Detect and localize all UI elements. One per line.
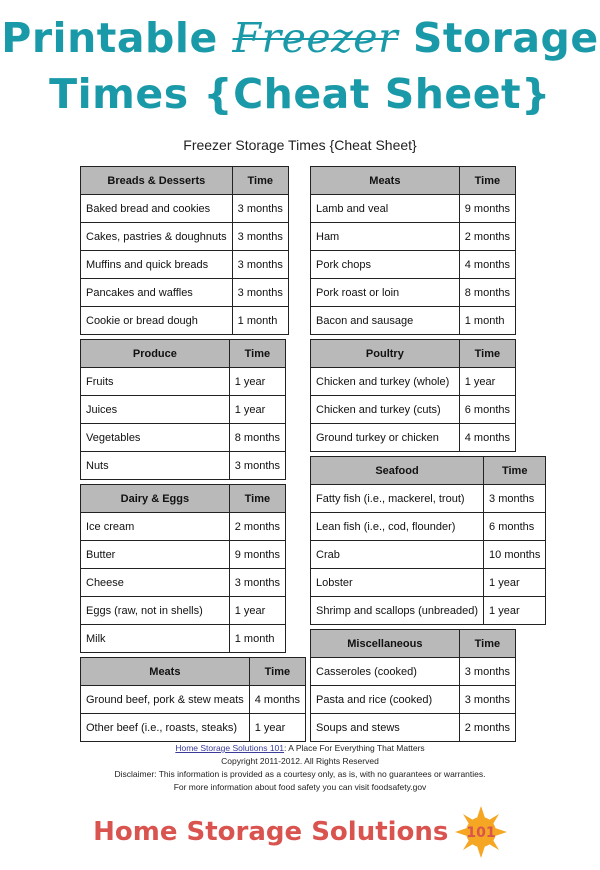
storage-table xyxy=(80,166,289,335)
storage-time: 4 months xyxy=(249,686,305,714)
disclaimer: Disclaimer: This information is provided as a courtesy only, as is, with no guarantees or warranties. xyxy=(114,769,486,779)
storage-time: 3 months xyxy=(232,195,288,223)
table-row xyxy=(311,424,516,452)
table-header-row xyxy=(81,167,289,195)
storage-time: 2 months xyxy=(459,223,515,251)
table-row xyxy=(81,714,306,742)
table-row xyxy=(311,251,516,279)
sun-101-icon xyxy=(455,806,507,858)
table-row xyxy=(81,452,286,480)
table-row xyxy=(311,368,516,396)
table-row xyxy=(81,597,286,625)
time-header: Time xyxy=(232,167,288,195)
right-column xyxy=(310,166,541,746)
table-header-row xyxy=(81,485,286,513)
time-header: Time xyxy=(229,340,285,368)
table-row xyxy=(311,597,546,625)
table-row xyxy=(81,307,289,335)
storage-time: 3 months xyxy=(232,223,288,251)
brand-logo xyxy=(0,806,600,858)
table-header-row xyxy=(311,167,516,195)
storage-table xyxy=(80,484,286,653)
table-row xyxy=(81,541,286,569)
storage-time: 3 months xyxy=(459,686,515,714)
time-header: Time xyxy=(484,457,546,485)
storage-time: 1 year xyxy=(484,569,546,597)
table-header-row xyxy=(81,658,306,686)
storage-time: 6 months xyxy=(484,513,546,541)
table-row xyxy=(311,686,516,714)
food-item: Shrimp and scallops (unbreaded) xyxy=(311,597,484,625)
storage-time: 1 year xyxy=(229,368,285,396)
food-item: Cookie or bread dough xyxy=(81,307,233,335)
category-header: Breads & Desserts xyxy=(81,167,233,195)
table-row xyxy=(311,714,516,742)
storage-table xyxy=(310,166,516,335)
sheet-title: Freezer Storage Times {Cheat Sheet} xyxy=(183,137,417,153)
storage-time: 3 months xyxy=(484,485,546,513)
storage-time: 4 months xyxy=(459,251,515,279)
storage-time: 2 months xyxy=(229,513,285,541)
category-header: Produce xyxy=(81,340,230,368)
food-item: Pork chops xyxy=(311,251,460,279)
footer xyxy=(0,742,600,794)
storage-table xyxy=(80,339,286,480)
table-row xyxy=(311,307,516,335)
table-header-row xyxy=(81,340,286,368)
storage-time: 1 year xyxy=(229,396,285,424)
headline-word-storage: Storage xyxy=(412,14,599,62)
table-row xyxy=(311,195,516,223)
table-row xyxy=(81,279,289,307)
table-row xyxy=(81,569,286,597)
food-item: Chicken and turkey (cuts) xyxy=(311,396,460,424)
food-item: Crab xyxy=(311,541,484,569)
storage-table xyxy=(310,456,546,625)
more-info: For more information about food safety you can visit foodsafety.gov xyxy=(173,782,427,792)
time-header: Time xyxy=(459,167,515,195)
storage-time: 1 month xyxy=(232,307,288,335)
time-header: Time xyxy=(229,485,285,513)
table-header-row xyxy=(311,340,516,368)
time-header: Time xyxy=(459,340,515,368)
headline-line-1 xyxy=(0,10,600,66)
food-item: Cheese xyxy=(81,569,230,597)
table-row xyxy=(311,279,516,307)
storage-time: 1 year xyxy=(229,597,285,625)
time-header: Time xyxy=(249,658,305,686)
brand-name: Home Storage Solutions xyxy=(93,817,449,847)
storage-time: 1 month xyxy=(459,307,515,335)
headline-line-2: Times {Cheat Sheet} xyxy=(49,70,551,118)
food-item: Bacon and sausage xyxy=(311,307,460,335)
storage-time: 3 months xyxy=(229,452,285,480)
food-item: Chicken and turkey (whole) xyxy=(311,368,460,396)
food-item: Baked bread and cookies xyxy=(81,195,233,223)
storage-table xyxy=(310,339,516,452)
food-item: Pancakes and waffles xyxy=(81,279,233,307)
food-item: Fruits xyxy=(81,368,230,396)
food-item: Lean fish (i.e., cod, flounder) xyxy=(311,513,484,541)
table-row xyxy=(81,223,289,251)
food-item: Juices xyxy=(81,396,230,424)
food-item: Casseroles (cooked) xyxy=(311,658,460,686)
storage-time: 1 year xyxy=(249,714,305,742)
storage-time: 10 months xyxy=(484,541,546,569)
storage-table xyxy=(80,657,306,742)
food-item: Other beef (i.e., roasts, steaks) xyxy=(81,714,250,742)
food-item: Soups and stews xyxy=(311,714,460,742)
table-header-row xyxy=(311,457,546,485)
food-item: Butter xyxy=(81,541,230,569)
food-item: Lobster xyxy=(311,569,484,597)
food-item: Pasta and rice (cooked) xyxy=(311,686,460,714)
headline-word-printable: Printable xyxy=(1,14,218,62)
table-row xyxy=(81,368,286,396)
category-header: Poultry xyxy=(311,340,460,368)
food-item: Milk xyxy=(81,625,230,653)
storage-time: 1 year xyxy=(484,597,546,625)
food-item: Ham xyxy=(311,223,460,251)
page-headline xyxy=(0,10,600,122)
headline-word-freezer: Freezer xyxy=(232,14,399,62)
table-row xyxy=(81,513,286,541)
food-item: Ice cream xyxy=(81,513,230,541)
table-row xyxy=(81,396,286,424)
left-column xyxy=(80,166,300,746)
storage-time: 4 months xyxy=(459,424,515,452)
table-row xyxy=(311,396,516,424)
food-item: Nuts xyxy=(81,452,230,480)
food-item: Vegetables xyxy=(81,424,230,452)
category-header: Miscellaneous xyxy=(311,630,460,658)
storage-time: 3 months xyxy=(229,569,285,597)
storage-time: 3 months xyxy=(459,658,515,686)
category-header: Dairy & Eggs xyxy=(81,485,230,513)
food-item: Cakes, pastries & doughnuts xyxy=(81,223,233,251)
food-item: Eggs (raw, not in shells) xyxy=(81,597,230,625)
food-item: Pork roast or loin xyxy=(311,279,460,307)
food-item: Lamb and veal xyxy=(311,195,460,223)
food-item: Fatty fish (i.e., mackerel, trout) xyxy=(311,485,484,513)
table-row xyxy=(81,251,289,279)
category-header: Seafood xyxy=(311,457,484,485)
table-row xyxy=(311,513,546,541)
table-row xyxy=(311,485,546,513)
table-row xyxy=(81,195,289,223)
storage-time: 8 months xyxy=(229,424,285,452)
storage-time: 9 months xyxy=(229,541,285,569)
storage-table xyxy=(310,629,516,742)
storage-time: 3 months xyxy=(232,251,288,279)
category-header: Meats xyxy=(81,658,250,686)
food-item: Ground turkey or chicken xyxy=(311,424,460,452)
site-link[interactable]: Home Storage Solutions 101 xyxy=(175,743,285,753)
logo-number: 101 xyxy=(466,825,496,841)
food-item: Muffins and quick breads xyxy=(81,251,233,279)
table-row xyxy=(81,625,286,653)
storage-time: 2 months xyxy=(459,714,515,742)
storage-time: 9 months xyxy=(459,195,515,223)
table-row xyxy=(311,223,516,251)
table-row xyxy=(81,686,306,714)
time-header: Time xyxy=(459,630,515,658)
copyright: Copyright 2011-2012. All Rights Reserved xyxy=(221,756,379,766)
category-header: Meats xyxy=(311,167,460,195)
food-item: Ground beef, pork & stew meats xyxy=(81,686,250,714)
storage-time: 8 months xyxy=(459,279,515,307)
storage-time: 3 months xyxy=(232,279,288,307)
storage-time: 6 months xyxy=(459,396,515,424)
table-row xyxy=(311,658,516,686)
tagline: : A Place For Everything That Matters xyxy=(284,743,425,753)
table-row xyxy=(81,424,286,452)
table-header-row xyxy=(311,630,516,658)
table-row xyxy=(311,569,546,597)
storage-time: 1 year xyxy=(459,368,515,396)
storage-time: 1 month xyxy=(229,625,285,653)
table-row xyxy=(311,541,546,569)
